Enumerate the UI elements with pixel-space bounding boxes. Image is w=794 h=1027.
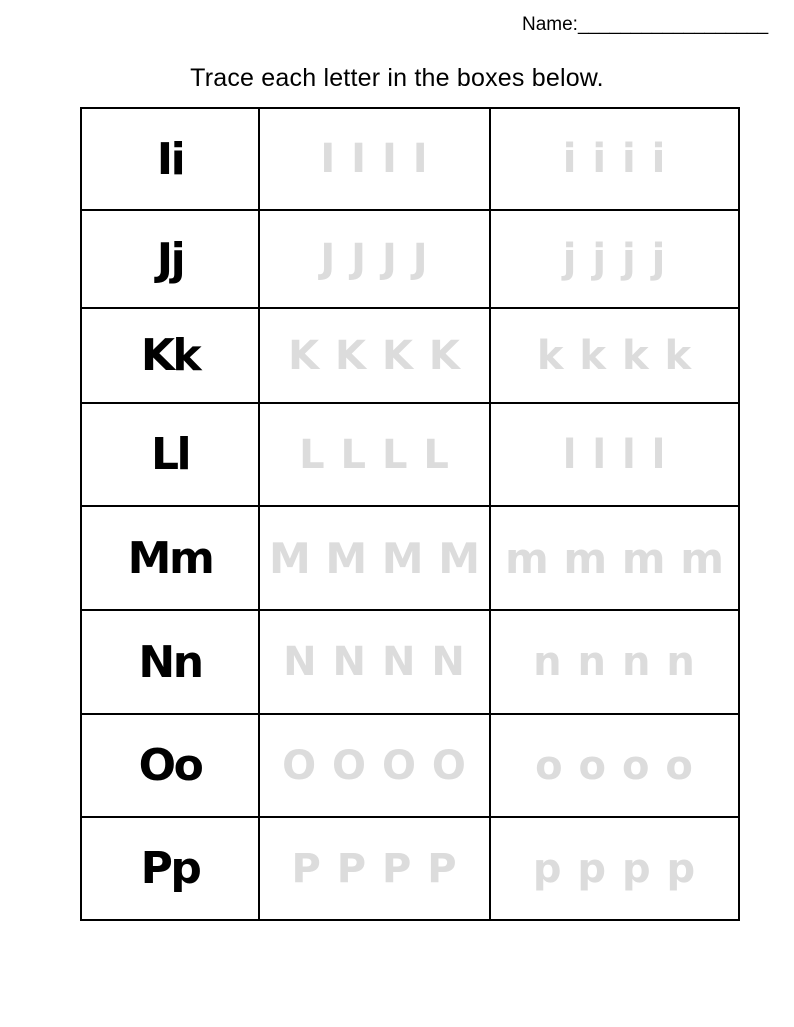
lowercase-trace-cell (490, 506, 739, 610)
uppercase-trace-letters: N N N N (283, 639, 466, 685)
lowercase-trace-letters: m m m m (505, 533, 724, 583)
uppercase-trace-cell (259, 506, 490, 610)
table-row (81, 506, 739, 610)
table-row (81, 108, 739, 210)
letter-pair-cell (81, 506, 259, 610)
lowercase-trace-cell (490, 610, 739, 714)
table-row (81, 610, 739, 714)
table-row (81, 210, 739, 308)
uppercase-trace-cell (259, 817, 490, 920)
table-row (81, 817, 739, 920)
lowercase-trace-cell (490, 817, 739, 920)
uppercase-trace-letters: K K K K (288, 332, 461, 379)
lowercase-trace-letters: n n n n (533, 639, 696, 685)
name-field-label: Name:__________________ (522, 14, 769, 35)
letter-pair: Ii (156, 133, 184, 185)
uppercase-trace-letters: L L L L (299, 431, 450, 478)
lowercase-trace-letters: o o o o (535, 742, 694, 789)
letter-pair: Pp (140, 843, 200, 894)
letter-pair-cell (81, 610, 259, 714)
lowercase-trace-letters: i i i i (562, 136, 667, 182)
uppercase-trace-cell (259, 610, 490, 714)
letter-pair: Kk (140, 330, 200, 381)
lowercase-trace-cell (490, 108, 739, 210)
uppercase-trace-letters: O O O O (282, 742, 467, 789)
uppercase-trace-cell (259, 714, 490, 817)
letter-pair: Ll (150, 429, 190, 480)
uppercase-trace-cell (259, 403, 490, 506)
lowercase-trace-cell (490, 403, 739, 506)
letter-pair: Oo (138, 740, 202, 791)
table-row (81, 403, 739, 506)
uppercase-trace-cell (259, 210, 490, 308)
lowercase-trace-cell (490, 210, 739, 308)
uppercase-trace-letters: J J J J (320, 236, 429, 282)
lowercase-trace-letters: j j j j (562, 236, 667, 282)
lowercase-trace-letters: l l l l (562, 431, 667, 478)
uppercase-trace-cell (259, 108, 490, 210)
tracing-table (80, 107, 740, 921)
lowercase-trace-cell (490, 714, 739, 817)
letter-pair: Jj (156, 233, 184, 285)
table-row (81, 308, 739, 403)
letter-pair-cell (81, 714, 259, 817)
lowercase-trace-letters: k k k k (536, 332, 693, 379)
letter-pair-cell (81, 108, 259, 210)
table-row (81, 714, 739, 817)
letter-pair: Mm (127, 532, 213, 584)
letter-pair-cell (81, 403, 259, 506)
letter-pair: Nn (138, 636, 202, 688)
lowercase-trace-letters: p p p p (532, 845, 697, 892)
page-title: Trace each letter in the boxes below. (190, 64, 604, 92)
uppercase-trace-letters: M M M M (268, 533, 481, 583)
lowercase-trace-cell (490, 308, 739, 403)
uppercase-trace-letters: P P P P (291, 845, 458, 892)
letter-pair-cell (81, 308, 259, 403)
letter-pair-cell (81, 817, 259, 920)
uppercase-trace-letters: I I I I (320, 136, 429, 182)
letter-pair-cell (81, 210, 259, 308)
uppercase-trace-cell (259, 308, 490, 403)
